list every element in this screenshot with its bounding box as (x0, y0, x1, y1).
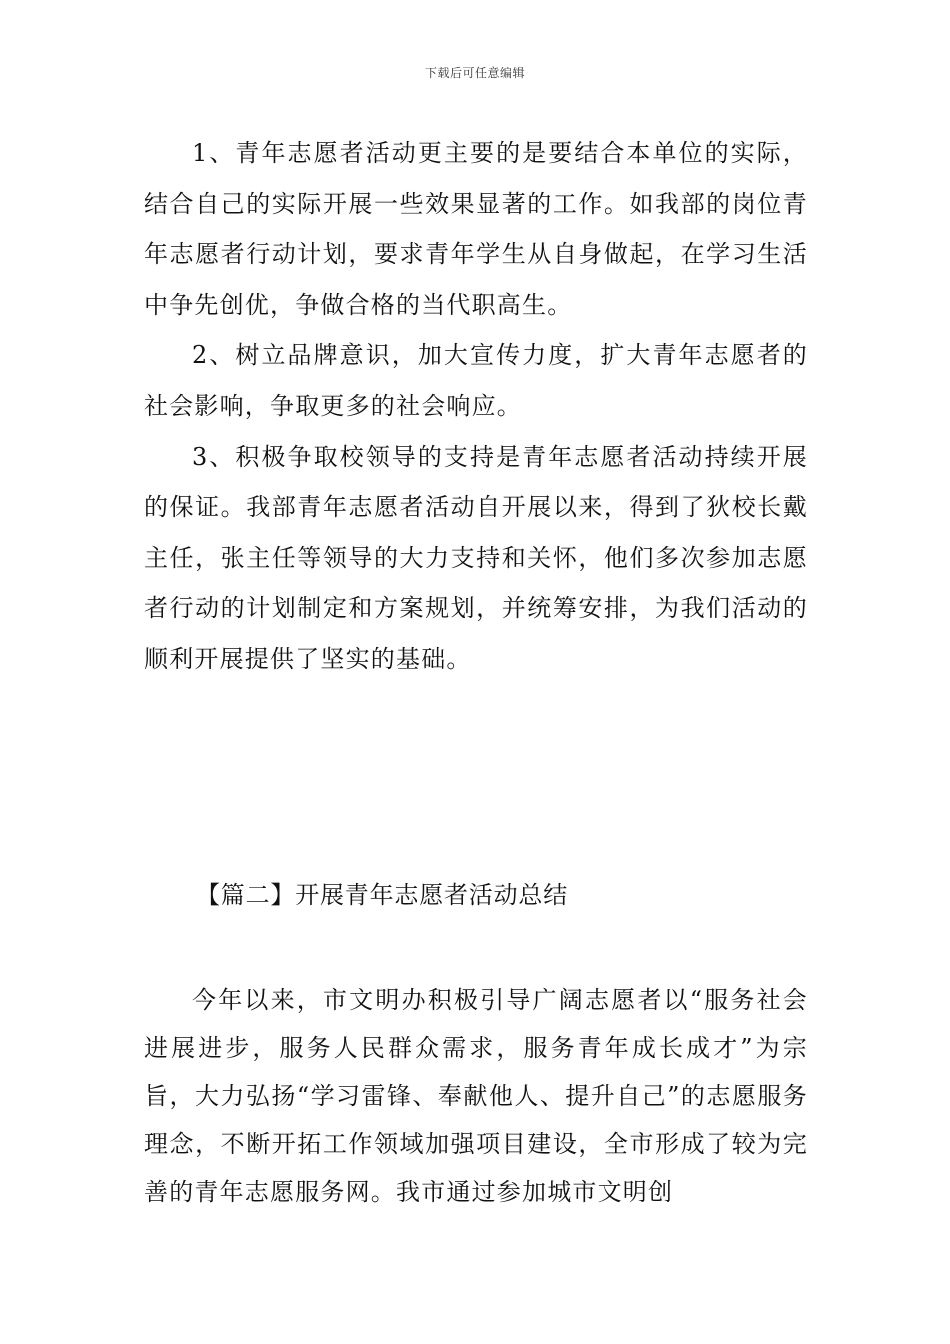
document-body-section-2 (144, 976, 808, 1216)
paragraph-2: 2、树立品牌意识，加大宣传力度，扩大青年志愿者的社会影响，争取更多的社会响应。 (144, 341, 808, 420)
section-heading: 【篇二】开展青年志愿者活动总结 (196, 881, 568, 909)
paragraph-1: 1、青年志愿者活动更主要的是要结合本单位的实际，结合自己的实际开展一些效果显著的工作。如我部的岗位青年志愿者行动计划，要求青年学生从自身做起，在学习生活中争先创优，争做合格的当代职高生。 (144, 139, 808, 319)
paragraph-3: 3、积极争取校领导的支持是青年志愿者活动持续开展的保证。我部青年志愿者活动自开展以来，得到了狄校长戴主任，张主任等领导的大力支持和关怀，他们多次参加志愿者行动的计划制定和方案规划，并统筹安排，为我们活动的顺利开展提供了坚实的基础。 (144, 442, 808, 673)
document-body-section-1 (144, 128, 808, 685)
page-header: 下载后可任意编辑 (424, 66, 525, 80)
paragraph-4: 今年以来，市文明办积极引导广阔志愿者以“服务社会进展进步，服务人民群众需求，服务青年成长成才”为宗旨，大力弘扬“学习雷锋、奉献他人、提升自己”的志愿服务理念，不断开拓工作领域加强项目建设，全市形成了较为完善的青年志愿服务网。我市通过参加城市文明创 (144, 986, 808, 1206)
